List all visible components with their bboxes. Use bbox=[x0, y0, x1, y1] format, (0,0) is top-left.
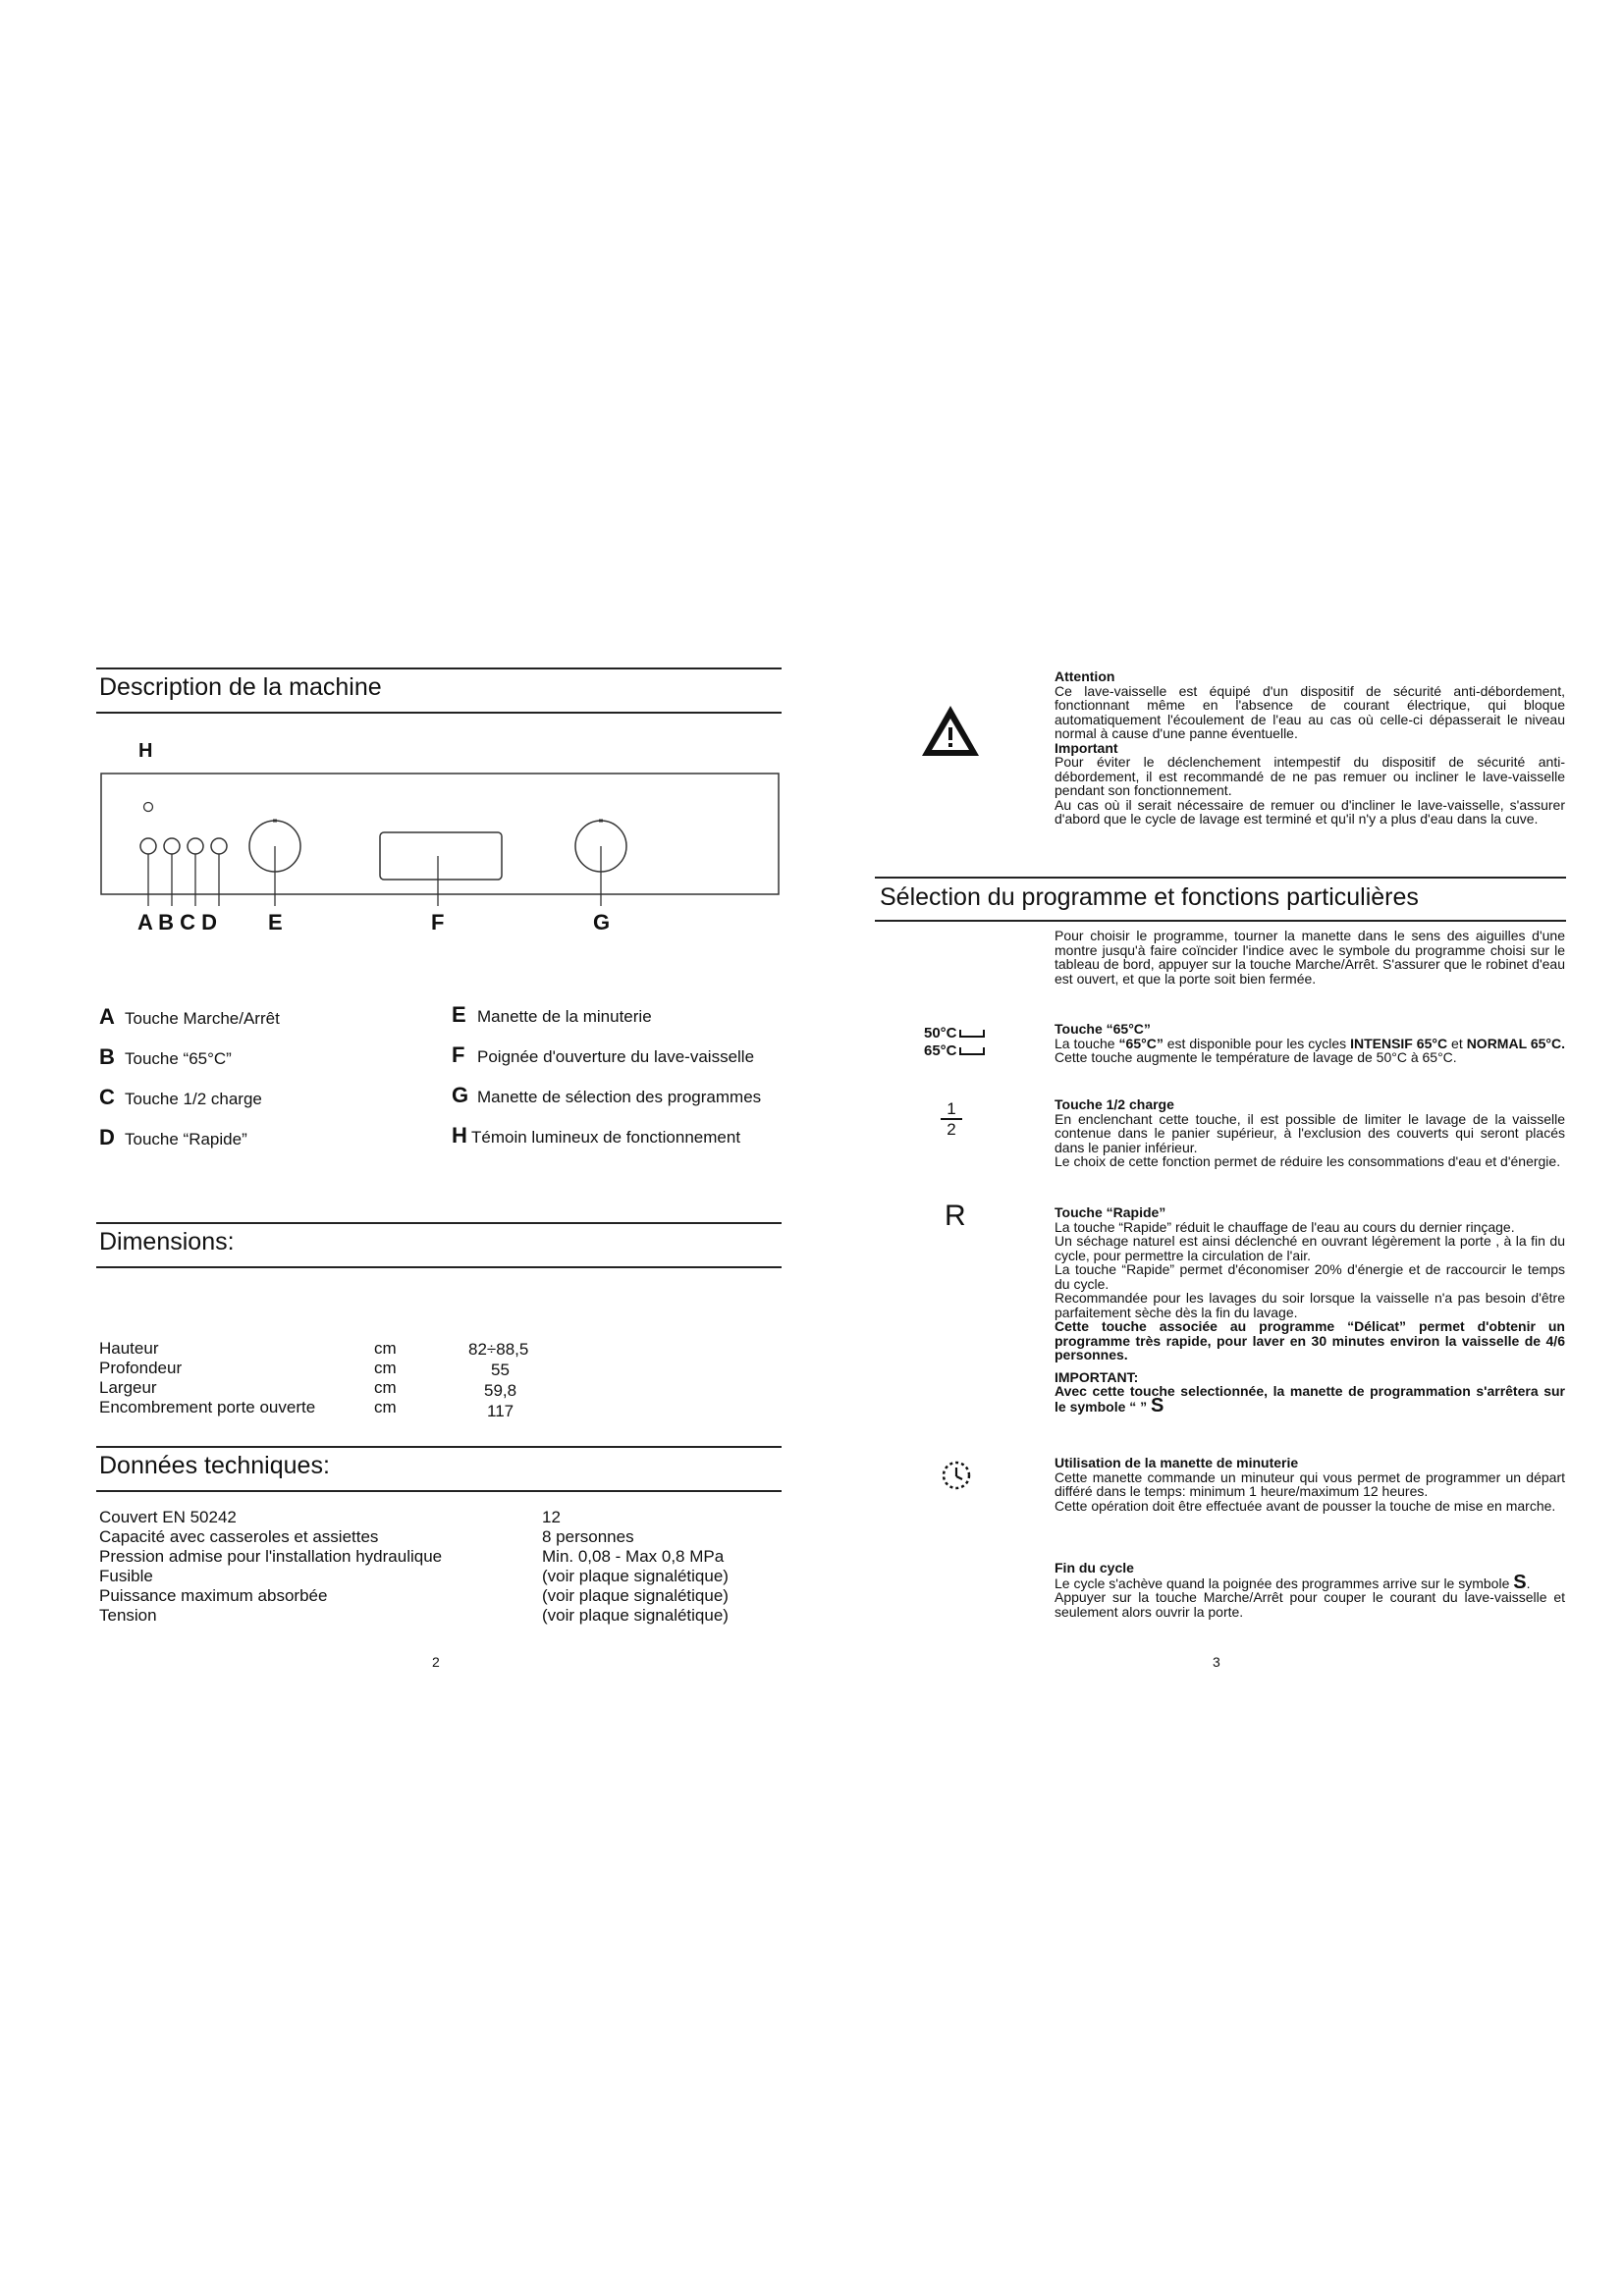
diagram-label-abcd: A B C D bbox=[137, 910, 218, 934]
legend-letter: G bbox=[452, 1083, 469, 1107]
dimension-unit: cm bbox=[374, 1339, 397, 1358]
end-cycle-title: Fin du cycle bbox=[1055, 1560, 1134, 1575]
end-cycle-block bbox=[1055, 1561, 1565, 1619]
dimensions-bottom-rule bbox=[96, 1266, 782, 1268]
touche-65-normal: NORMAL 65°C. bbox=[1466, 1035, 1565, 1051]
dimension-label: Largeur bbox=[99, 1378, 157, 1397]
right-page bbox=[812, 0, 1624, 2296]
door-handle-f bbox=[380, 832, 502, 880]
end-cycle-text-2: Appuyer sur la touche Marche/Arrêt pour couper le courant du lave-vaisselle et seulement alors ouvrir la porte. bbox=[1055, 1589, 1565, 1620]
legend-letter: H bbox=[452, 1123, 467, 1148]
important-text-2: Au cas où il serait nécessaire de remuer ou d'incliner le lave-vaisselle, s'assurer d'abord que le cycle de lavage est terminé et qu'il n'y a plus d'eau dans la cuve. bbox=[1055, 796, 1565, 827]
page-number: 3 bbox=[1213, 1654, 1220, 1670]
technical-title: Données techniques: bbox=[99, 1452, 330, 1479]
legend-item-e bbox=[452, 1002, 652, 1028]
tech-label: Pression admise pour l'installation hydraulique bbox=[99, 1547, 443, 1566]
dimension-label: Profondeur bbox=[99, 1359, 183, 1377]
dimension-unit: cm bbox=[374, 1359, 397, 1377]
legend-item-f bbox=[452, 1042, 754, 1068]
end-cycle-text-1: Le cycle s'achève quand la poignée des programmes arrive sur le symbole bbox=[1055, 1575, 1514, 1591]
rapid-icon: R bbox=[945, 1200, 966, 1232]
dimension-unit: cm bbox=[374, 1378, 397, 1397]
control-panel-outline bbox=[101, 774, 779, 894]
tech-label: Couvert EN 50242 bbox=[99, 1508, 237, 1526]
warning-icon bbox=[920, 704, 981, 759]
description-bottom-rule bbox=[96, 712, 782, 714]
touche-65-text: est disponible pour les cycles bbox=[1163, 1035, 1351, 1051]
legend-text: Poignée d'ouverture du lave-vaisselle bbox=[477, 1047, 755, 1066]
dimension-value: 82÷88,5 bbox=[468, 1340, 529, 1359]
important-text-1: Pour éviter le déclenchement intempestif du dispositif de sécurité anti-débordement, il est recommandé de ne pas remuer ou incliner le lave-vaisselle pendant son fonctionnement. bbox=[1055, 754, 1565, 798]
dimensions-title: Dimensions: bbox=[99, 1228, 235, 1255]
selection-bottom-rule bbox=[875, 920, 1566, 922]
selection-top-rule bbox=[875, 877, 1566, 879]
half-load-icon bbox=[941, 1099, 962, 1139]
legend-item-h bbox=[452, 1123, 740, 1148]
page-number: 2 bbox=[432, 1654, 440, 1670]
half-load-icon-den: 2 bbox=[947, 1120, 956, 1139]
dimension-value: 117 bbox=[487, 1402, 514, 1420]
legend-item-d bbox=[99, 1125, 247, 1150]
touche-65-text: Cette touche augmente le température de lavage de 50°C à 65°C. bbox=[1055, 1049, 1457, 1065]
selection-intro: Pour choisir le programme, tourner la manette dans le sens des aiguilles d'une montre jusqu'à faire coïncider l'indice avec le symbole du programme choisi sur le tableau de bord, appuyer sur la touche Marche/Arrêt. S'assurer que le robinet d'eau est ouvert, et que la porte soit bien fermée. bbox=[1055, 928, 1565, 987]
timer-title: Utilisation de la manette de minuterie bbox=[1055, 1455, 1299, 1470]
legend-letter: E bbox=[452, 1002, 466, 1027]
half-load-text-1: En enclenchant cette touche, il est possible de limiter le lavage de la vaisselle contenue dans le panier supérieur, à l'exclusion des couverts qui seront placés dans le panier inférieur. bbox=[1055, 1110, 1565, 1155]
timer-block bbox=[1055, 1456, 1565, 1513]
diagram-label-e: E bbox=[268, 910, 283, 934]
rapid-important-text: Avec cette touche selectionnée, la manette de programmation s'arrêtera sur le symbole “ ” bbox=[1055, 1383, 1565, 1415]
touche-65-text: La touche bbox=[1055, 1035, 1119, 1051]
important-title: Important bbox=[1055, 739, 1118, 756]
tech-label: Capacité avec casseroles et assiettes bbox=[99, 1527, 379, 1546]
end-cycle-text-1-end: . bbox=[1526, 1575, 1531, 1591]
button-b bbox=[164, 838, 180, 854]
temperature-icon-65: 65°C bbox=[924, 1042, 957, 1059]
legend-letter: A bbox=[99, 1004, 115, 1029]
legend-letter: F bbox=[452, 1042, 465, 1067]
control-panel-diagram bbox=[93, 731, 790, 928]
dimensions-top-rule bbox=[96, 1222, 782, 1224]
tech-value: Min. 0,08 - Max 0,8 MPa bbox=[542, 1547, 725, 1566]
technical-top-rule bbox=[96, 1446, 782, 1448]
half-load-title: Touche 1/2 charge bbox=[1055, 1096, 1174, 1112]
dimension-label: Hauteur bbox=[99, 1339, 159, 1358]
half-load-icon-num: 1 bbox=[947, 1099, 956, 1118]
attention-title: Attention bbox=[1055, 668, 1115, 684]
timer-icon bbox=[940, 1459, 973, 1492]
legend-item-a bbox=[99, 1004, 280, 1030]
rapid-text-4: Recommandée pour les lavages du soir lorsque la vaisselle n'a pas besoin d'être parfaitement sèche dès la fin du lavage. bbox=[1055, 1290, 1565, 1320]
rapid-block bbox=[1055, 1205, 1565, 1414]
legend-text: Manette de la minuterie bbox=[477, 1007, 652, 1026]
indicator-light-h bbox=[144, 803, 153, 812]
diagram-label-g: G bbox=[593, 910, 611, 934]
temperature-icon-50: 50°C bbox=[924, 1025, 957, 1041]
rapid-bold-text: Cette touche associée au programme “Délicat” permet d'obtenir un programme très rapide, pour laver en 30 minutes environ la vaisselle de 4/6 personnes. bbox=[1055, 1318, 1565, 1362]
description-top-rule bbox=[96, 667, 782, 669]
rapid-text-2: Un séchage naturel est ainsi déclenché en ouvrant légèrement la porte , à la fin du cycle, pour permettre la circulation de l'air. bbox=[1055, 1233, 1565, 1263]
legend-text: Manette de sélection des programmes bbox=[477, 1088, 762, 1106]
touche-65-block bbox=[1055, 1022, 1565, 1065]
tech-label: Tension bbox=[99, 1606, 157, 1625]
legend-text: Touche “65°C” bbox=[125, 1049, 232, 1068]
touche-65-intensif: INTENSIF 65°C bbox=[1350, 1035, 1448, 1051]
dimension-unit: cm bbox=[374, 1398, 397, 1416]
half-load-text-2: Le choix de cette fonction permet de réduire les consommations d'eau et d'énergie. bbox=[1055, 1153, 1561, 1169]
legend-letter: B bbox=[99, 1044, 115, 1069]
program-s-symbol: S bbox=[1513, 1571, 1527, 1593]
half-load-block bbox=[1055, 1097, 1565, 1169]
tech-value: (voir plaque signalétique) bbox=[542, 1586, 729, 1605]
touche-65-text: et bbox=[1447, 1035, 1467, 1051]
tech-value: (voir plaque signalétique) bbox=[542, 1606, 729, 1625]
tech-label: Puissance maximum absorbée bbox=[99, 1586, 328, 1605]
dimension-label: Encombrement porte ouverte bbox=[99, 1398, 316, 1416]
dimension-value: 59,8 bbox=[484, 1381, 517, 1400]
legend-item-b bbox=[99, 1044, 232, 1070]
touche-65-label: “65°C” bbox=[1118, 1035, 1164, 1051]
rapid-text-1: La touche “Rapide” réduit le chauffage de l'eau au cours du dernier rinçage. bbox=[1055, 1218, 1515, 1235]
button-d bbox=[211, 838, 227, 854]
tech-label: Fusible bbox=[99, 1567, 153, 1585]
button-a bbox=[140, 838, 156, 854]
tech-value: 8 personnes bbox=[542, 1527, 634, 1546]
diagram-label-h: H bbox=[138, 740, 153, 762]
temperature-icon bbox=[924, 1025, 985, 1060]
timer-text-2: Cette opération doit être effectuée avant de pousser la touche de mise en marche. bbox=[1055, 1497, 1556, 1514]
rapid-important-title: IMPORTANT: bbox=[1055, 1368, 1139, 1385]
legend-letter: C bbox=[99, 1085, 115, 1109]
legend-text: Touche Marche/Arrêt bbox=[125, 1009, 280, 1028]
rapid-text-3: La touche “Rapide” permet d'économiser 20% d'énergie et de raccourcir le temps du cycle. bbox=[1055, 1261, 1565, 1292]
touche-65-title: Touche “65°C” bbox=[1055, 1021, 1151, 1037]
program-s-symbol: S bbox=[1151, 1394, 1164, 1416]
selection-title: Sélection du programme et fonctions particulières bbox=[880, 883, 1419, 911]
button-c bbox=[188, 838, 203, 854]
legend-letter: D bbox=[99, 1125, 115, 1149]
tech-value: 12 bbox=[542, 1508, 561, 1526]
attention-block bbox=[1055, 669, 1565, 827]
rapid-title: Touche “Rapide” bbox=[1055, 1204, 1166, 1220]
legend-item-g bbox=[452, 1083, 761, 1108]
technical-bottom-rule bbox=[96, 1490, 782, 1492]
legend-text: Témoin lumineux de fonctionnement bbox=[471, 1128, 741, 1147]
legend-item-c bbox=[99, 1085, 262, 1110]
description-title: Description de la machine bbox=[99, 673, 382, 701]
legend-text: Touche “Rapide” bbox=[125, 1130, 247, 1148]
timer-text-1: Cette manette commande un minuteur qui vous permet de programmer un départ différé dans le temps: minimum 1 heure/maximum 12 heures. bbox=[1055, 1468, 1565, 1499]
tech-value: (voir plaque signalétique) bbox=[542, 1567, 729, 1585]
legend-text: Touche 1/2 charge bbox=[125, 1090, 262, 1108]
attention-text: Ce lave-vaisselle est équipé d'un dispositif de sécurité anti-débordement, fonctionnant même en l'absence de courant électrique, qui bloque automatiquement l'écoulement de l'eau au cas où celle-ci dépasserait le niveau normal à cause d'une panne éventuelle. bbox=[1055, 682, 1565, 741]
diagram-label-f: F bbox=[431, 910, 445, 934]
dimension-value: 55 bbox=[491, 1361, 510, 1379]
